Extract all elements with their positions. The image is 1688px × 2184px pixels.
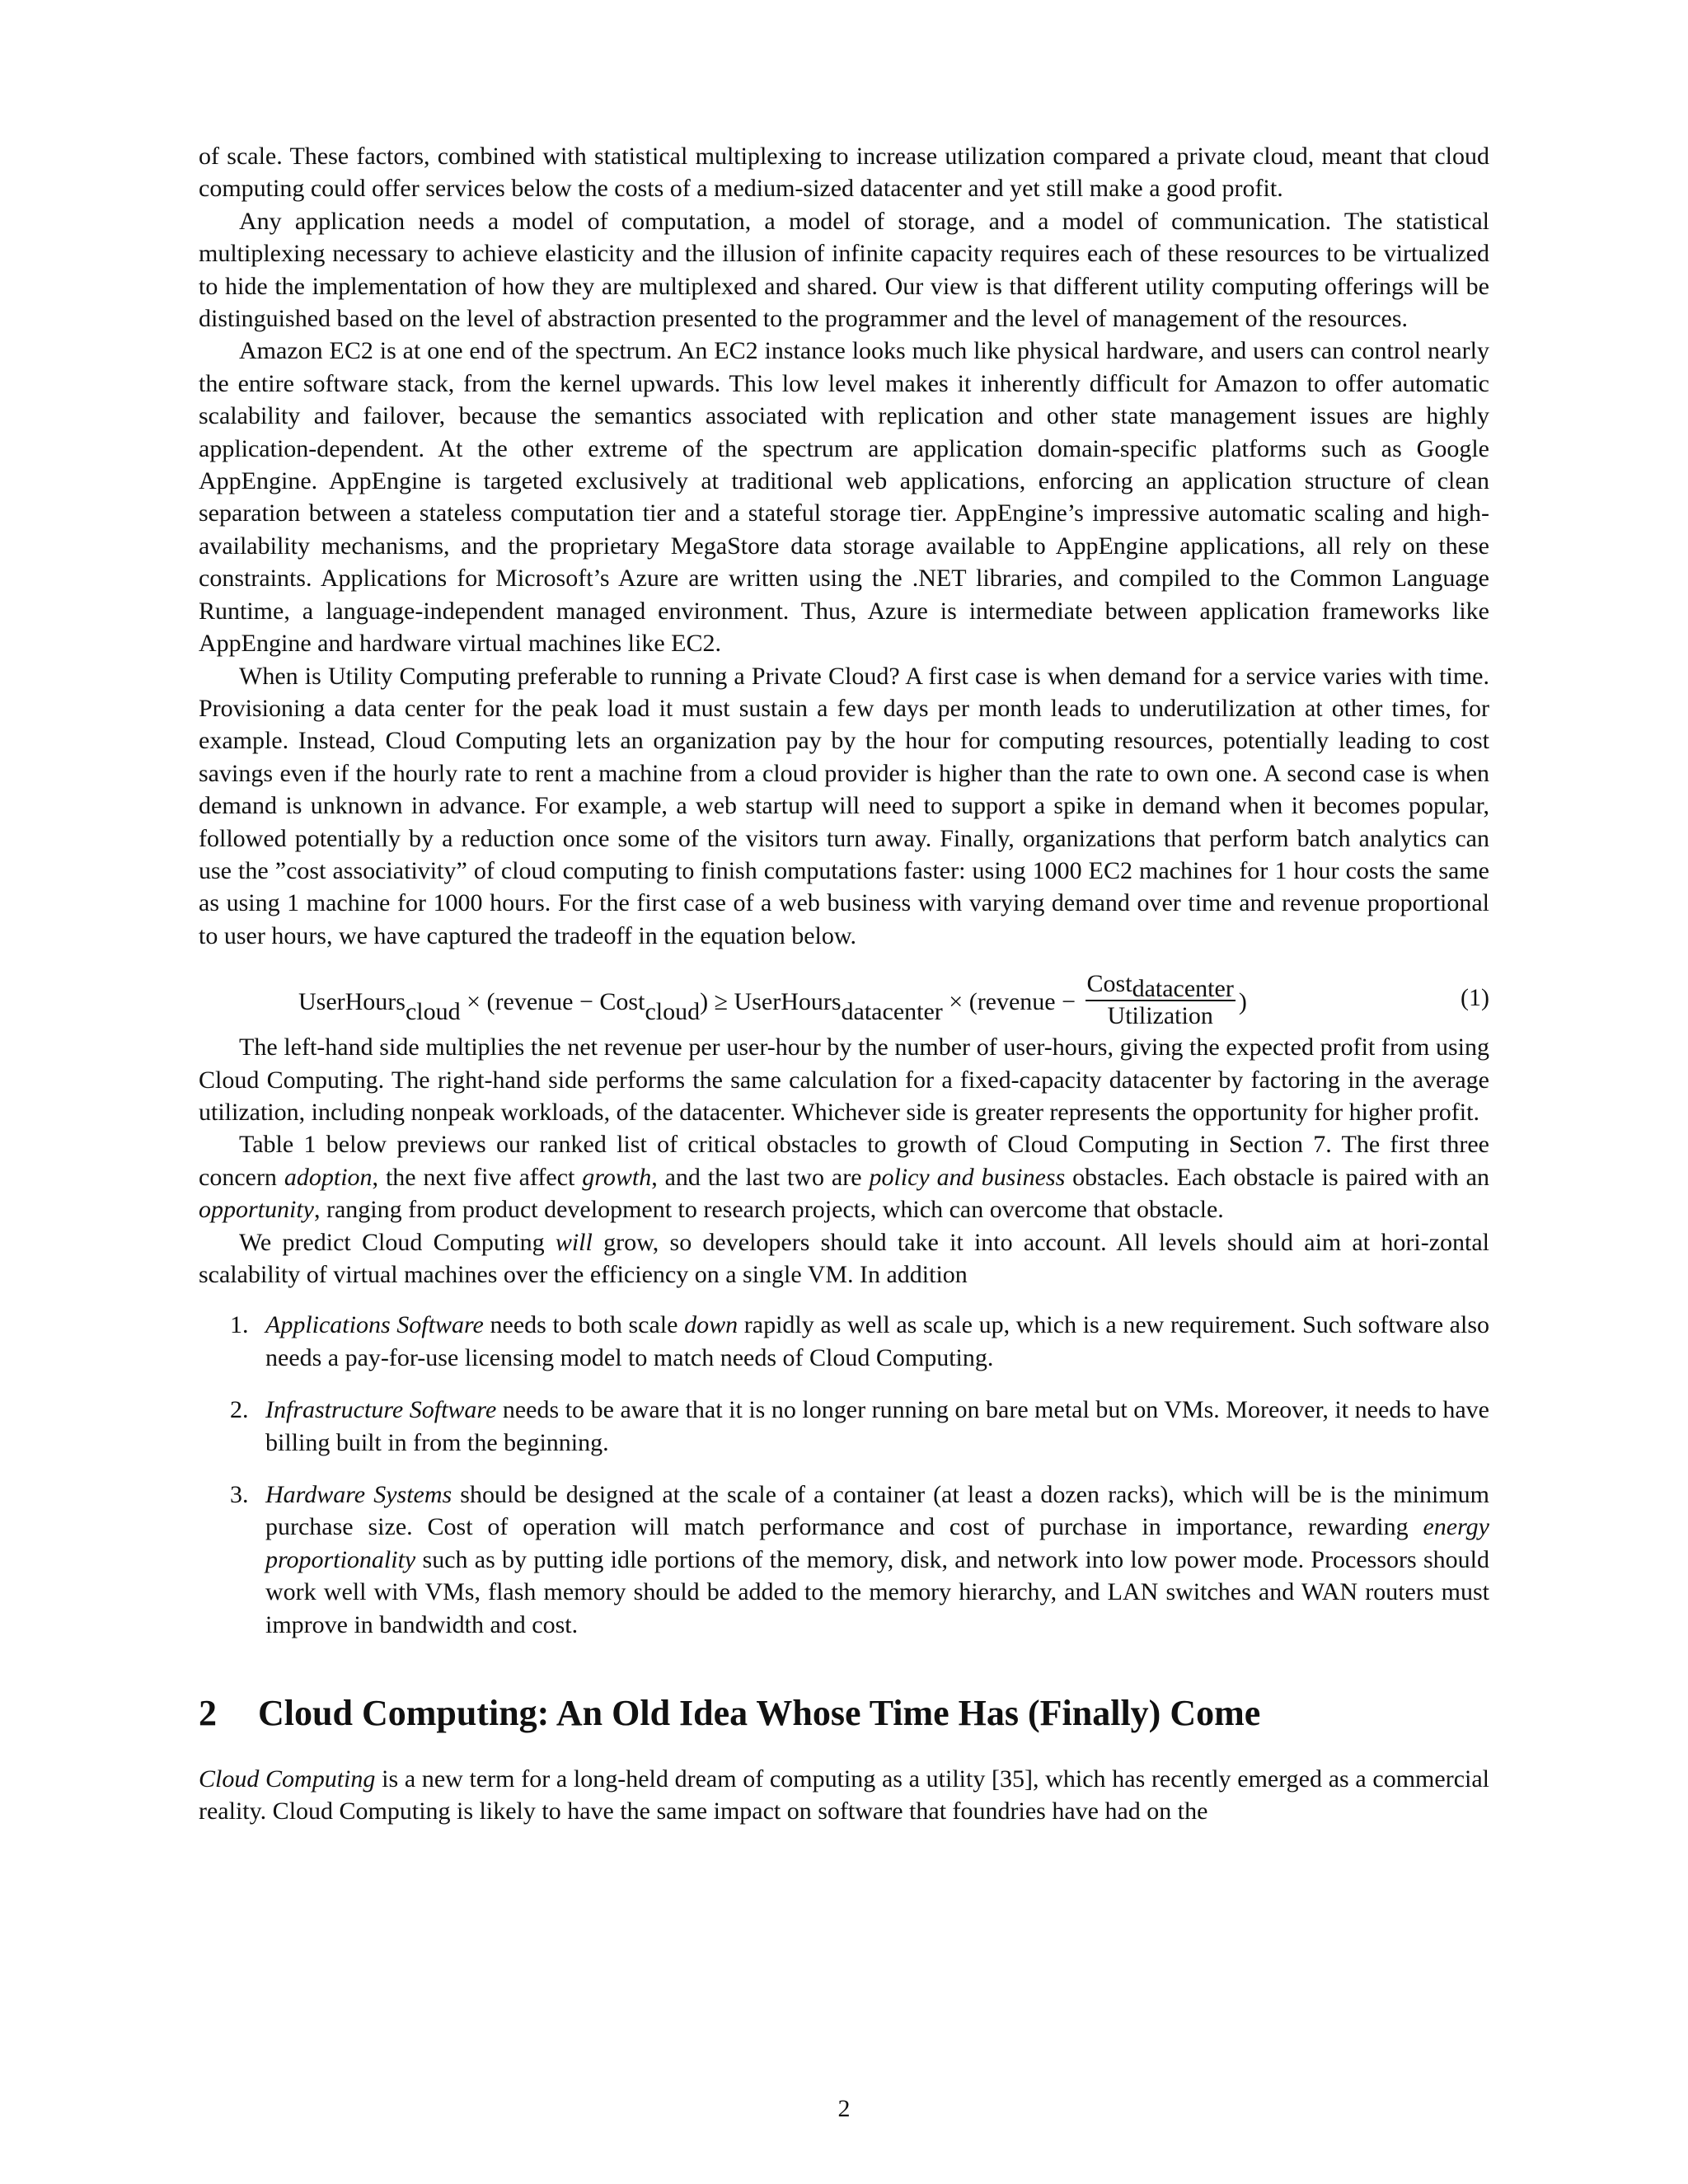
eq-sub-cost-datacenter: datacenter [1132, 975, 1234, 1003]
eq-denominator: Utilization [1107, 1002, 1213, 1030]
section-title: Cloud Computing: An Old Idea Whose Time Has (Finally) Come [258, 1693, 1261, 1734]
list-item [199, 1309, 1489, 1374]
eq-times: × (revenue − Cost [460, 988, 645, 1016]
list-emphasis: Infrastructure Software [265, 1396, 497, 1424]
text-run: is a new term for a long-held dream of computing as a utility [35], which has recently emerged as a commercial reality. Cloud Computing is likely to have the same impact on software that foundries have had on the [199, 1765, 1489, 1825]
text-run: Table 1 below previews our ranked list of critical obstacles to growth of Cloud Computing in Section 7. The first three concern [199, 1131, 1489, 1191]
eq-numerator [1085, 970, 1236, 1001]
list-number: 3. [230, 1481, 249, 1509]
text-run: , the next five affect [372, 1163, 583, 1191]
list-emphasis: Hardware Systems [265, 1481, 452, 1509]
emphasis-policy: policy and business [869, 1163, 1066, 1191]
list-emphasis: Applications Software [265, 1311, 484, 1339]
emphasis-will: will [555, 1228, 593, 1256]
equation-body [298, 972, 1247, 1033]
list-number: 2. [230, 1396, 249, 1424]
eq-sub-cloud: cloud [405, 998, 461, 1026]
paragraph-models: Any application needs a model of computation, a model of storage, and a model of communication. The statistical multiplexing necessary to achieve elasticity and the illusion of infinite capacity requires each of these resources to be virtualized to hide the implementation of how they are multiplexed and shared. Our view is that different utility computing offerings will be distinguished based on the level of abstraction presented to the programmer and the level of management of the resources. [199, 207, 1489, 333]
paragraph-table-preview [199, 1128, 1489, 1226]
text-run: obstacles. Each obstacle is paired with an [1065, 1163, 1489, 1191]
emphasis-opportunity: opportunity [199, 1196, 314, 1224]
section-heading [199, 1690, 1489, 1736]
text-run: needs to be aware that it is no longer running on bare metal but on VMs. Moreover, it needs to have billing built in from the beginning. [265, 1396, 1489, 1456]
eq-close: ) [1238, 988, 1247, 1016]
eq-close-ge: ) ≥ UserHours [700, 988, 842, 1016]
eq-fraction [1085, 970, 1236, 1031]
eq-sub-cloud-2: cloud [645, 998, 701, 1026]
paragraph-prediction [199, 1226, 1489, 1291]
equation-1 [199, 962, 1489, 1031]
list-number: 1. [230, 1311, 249, 1339]
eq-userhours: UserHours [298, 988, 406, 1016]
text-run: grow, so developers should take it into account. All levels should aim at hori-zontal scalability of virtual machines over the efficiency on a single VM. In addition [199, 1228, 1489, 1288]
section-number: 2 [199, 1693, 217, 1734]
paragraph-spectrum: Amazon EC2 is at one end of the spectrum. An EC2 instance looks much like physical hardware, and users can control nearly the entire software stack, from the kernel upwards. This low level makes it inherently difficult for Amazon to offer automatic scalability and failover, because the semantics associated with replication and other state management issues are highly application-dependent. At the other extreme of the spectrum are application domain-specific platforms such as Google AppEngine. AppEngine is targeted exclusively at traditional web applications, enforcing an application structure of clean separation between a stateless computation tier and a stateful storage tier. AppEngine’s impressive automatic scaling and high-availability mechanisms, and the proprietary MegaStore data storage available to AppEngine applications, all rely on these constraints. Applications for Microsoft’s Azure are written using the .NET libraries, and compiled to the Common Language Runtime, a language-independent managed environment. Thus, Azure is intermediate between application frameworks like AppEngine and hardware virtual machines like EC2. [199, 337, 1489, 658]
list-item [199, 1479, 1489, 1641]
eq-cost: Cost [1086, 970, 1132, 998]
text-run: should be designed at the scale of a container (at least a dozen racks), which will be is the minimum purchase size. Cost of operation will match performance and cost of purchase in importance, rewarding [265, 1481, 1490, 1541]
paragraph-continuation: of scale. These factors, combined with statistical multiplexing to increase utilization compared a private cloud, meant that cloud computing could offer services below the costs of a medium-sized datacenter and yet still make a good profit. [199, 143, 1489, 203]
recommendation-list [199, 1309, 1489, 1641]
body-column [199, 140, 1489, 1828]
list-item [199, 1394, 1489, 1459]
equation-number: (1) [1461, 984, 1489, 1012]
emphasis-adoption: adoption [284, 1163, 373, 1191]
text-run: such as by putting idle portions of the memory, disk, and network into low power mode. Processors should work well with VMs, flash memory should be added to the memory hierarchy, and LAN switches and WAN routers must improve in bandwidth and cost. [265, 1545, 1489, 1638]
eq-sub-datacenter: datacenter [841, 998, 943, 1026]
paragraph-utility-vs-private: When is Utility Computing preferable to running a Private Cloud? A first case is when demand for a service varies with time. Provisioning a data center for the peak load it must sustain a few days per month leads to underutilization at other times, for example. Instead, Cloud Computing lets an organization pay by the hour for computing resources, potentially leading to cost savings even if the hourly rate to rent a machine from a cloud provider is higher than the rate to own one. A second case is when demand is unknown in advance. For example, a web startup will need to support a spike in demand when it becomes popular, followed potentially by a reduction once some of the visitors turn away. Finally, organizations that perform batch analytics can use the ”cost associativity” of cloud computing to finish computations faster: using 1000 EC2 machines for 1 hour costs the same as using 1 machine for 1000 hours. For the first case of a web business with varying demand over time and revenue proportional to user hours, we have captured the tradeoff in the equation below. [199, 662, 1489, 949]
text-run: rapidly as well as scale up, which is a new requirement. Such software also needs a pay-for-use licensing model to match needs of Cloud Computing. [265, 1311, 1490, 1371]
paragraph-equation-explanation: The left-hand side multiplies the net revenue per user-hour by the number of user-hours, giving the expected profit from using Cloud Computing. The right-hand side performs the same calculation for a fixed-capacity datacenter by factoring in the average utilization, including nonpeak workloads, of the datacenter. Whichever side is greater represents the opportunity for higher profit. [199, 1033, 1489, 1126]
page-number: 2 [837, 2095, 851, 2122]
eq-times-2: × (revenue − [942, 988, 1082, 1016]
paragraph-cloud-definition [199, 1763, 1489, 1828]
emphasis-growth: growth [582, 1163, 652, 1191]
text-run: , ranging from product development to research projects, which can overcome that obstacle. [314, 1196, 1224, 1224]
list-emphasis: down [684, 1311, 738, 1339]
emphasis-cloud-computing: Cloud Computing [199, 1765, 376, 1793]
text-run: , and the last two are [651, 1163, 870, 1191]
list-emphasis: energy proportionality [265, 1513, 1489, 1573]
text-run: We predict Cloud Computing [239, 1228, 556, 1256]
text-run: needs to both scale [483, 1311, 685, 1339]
